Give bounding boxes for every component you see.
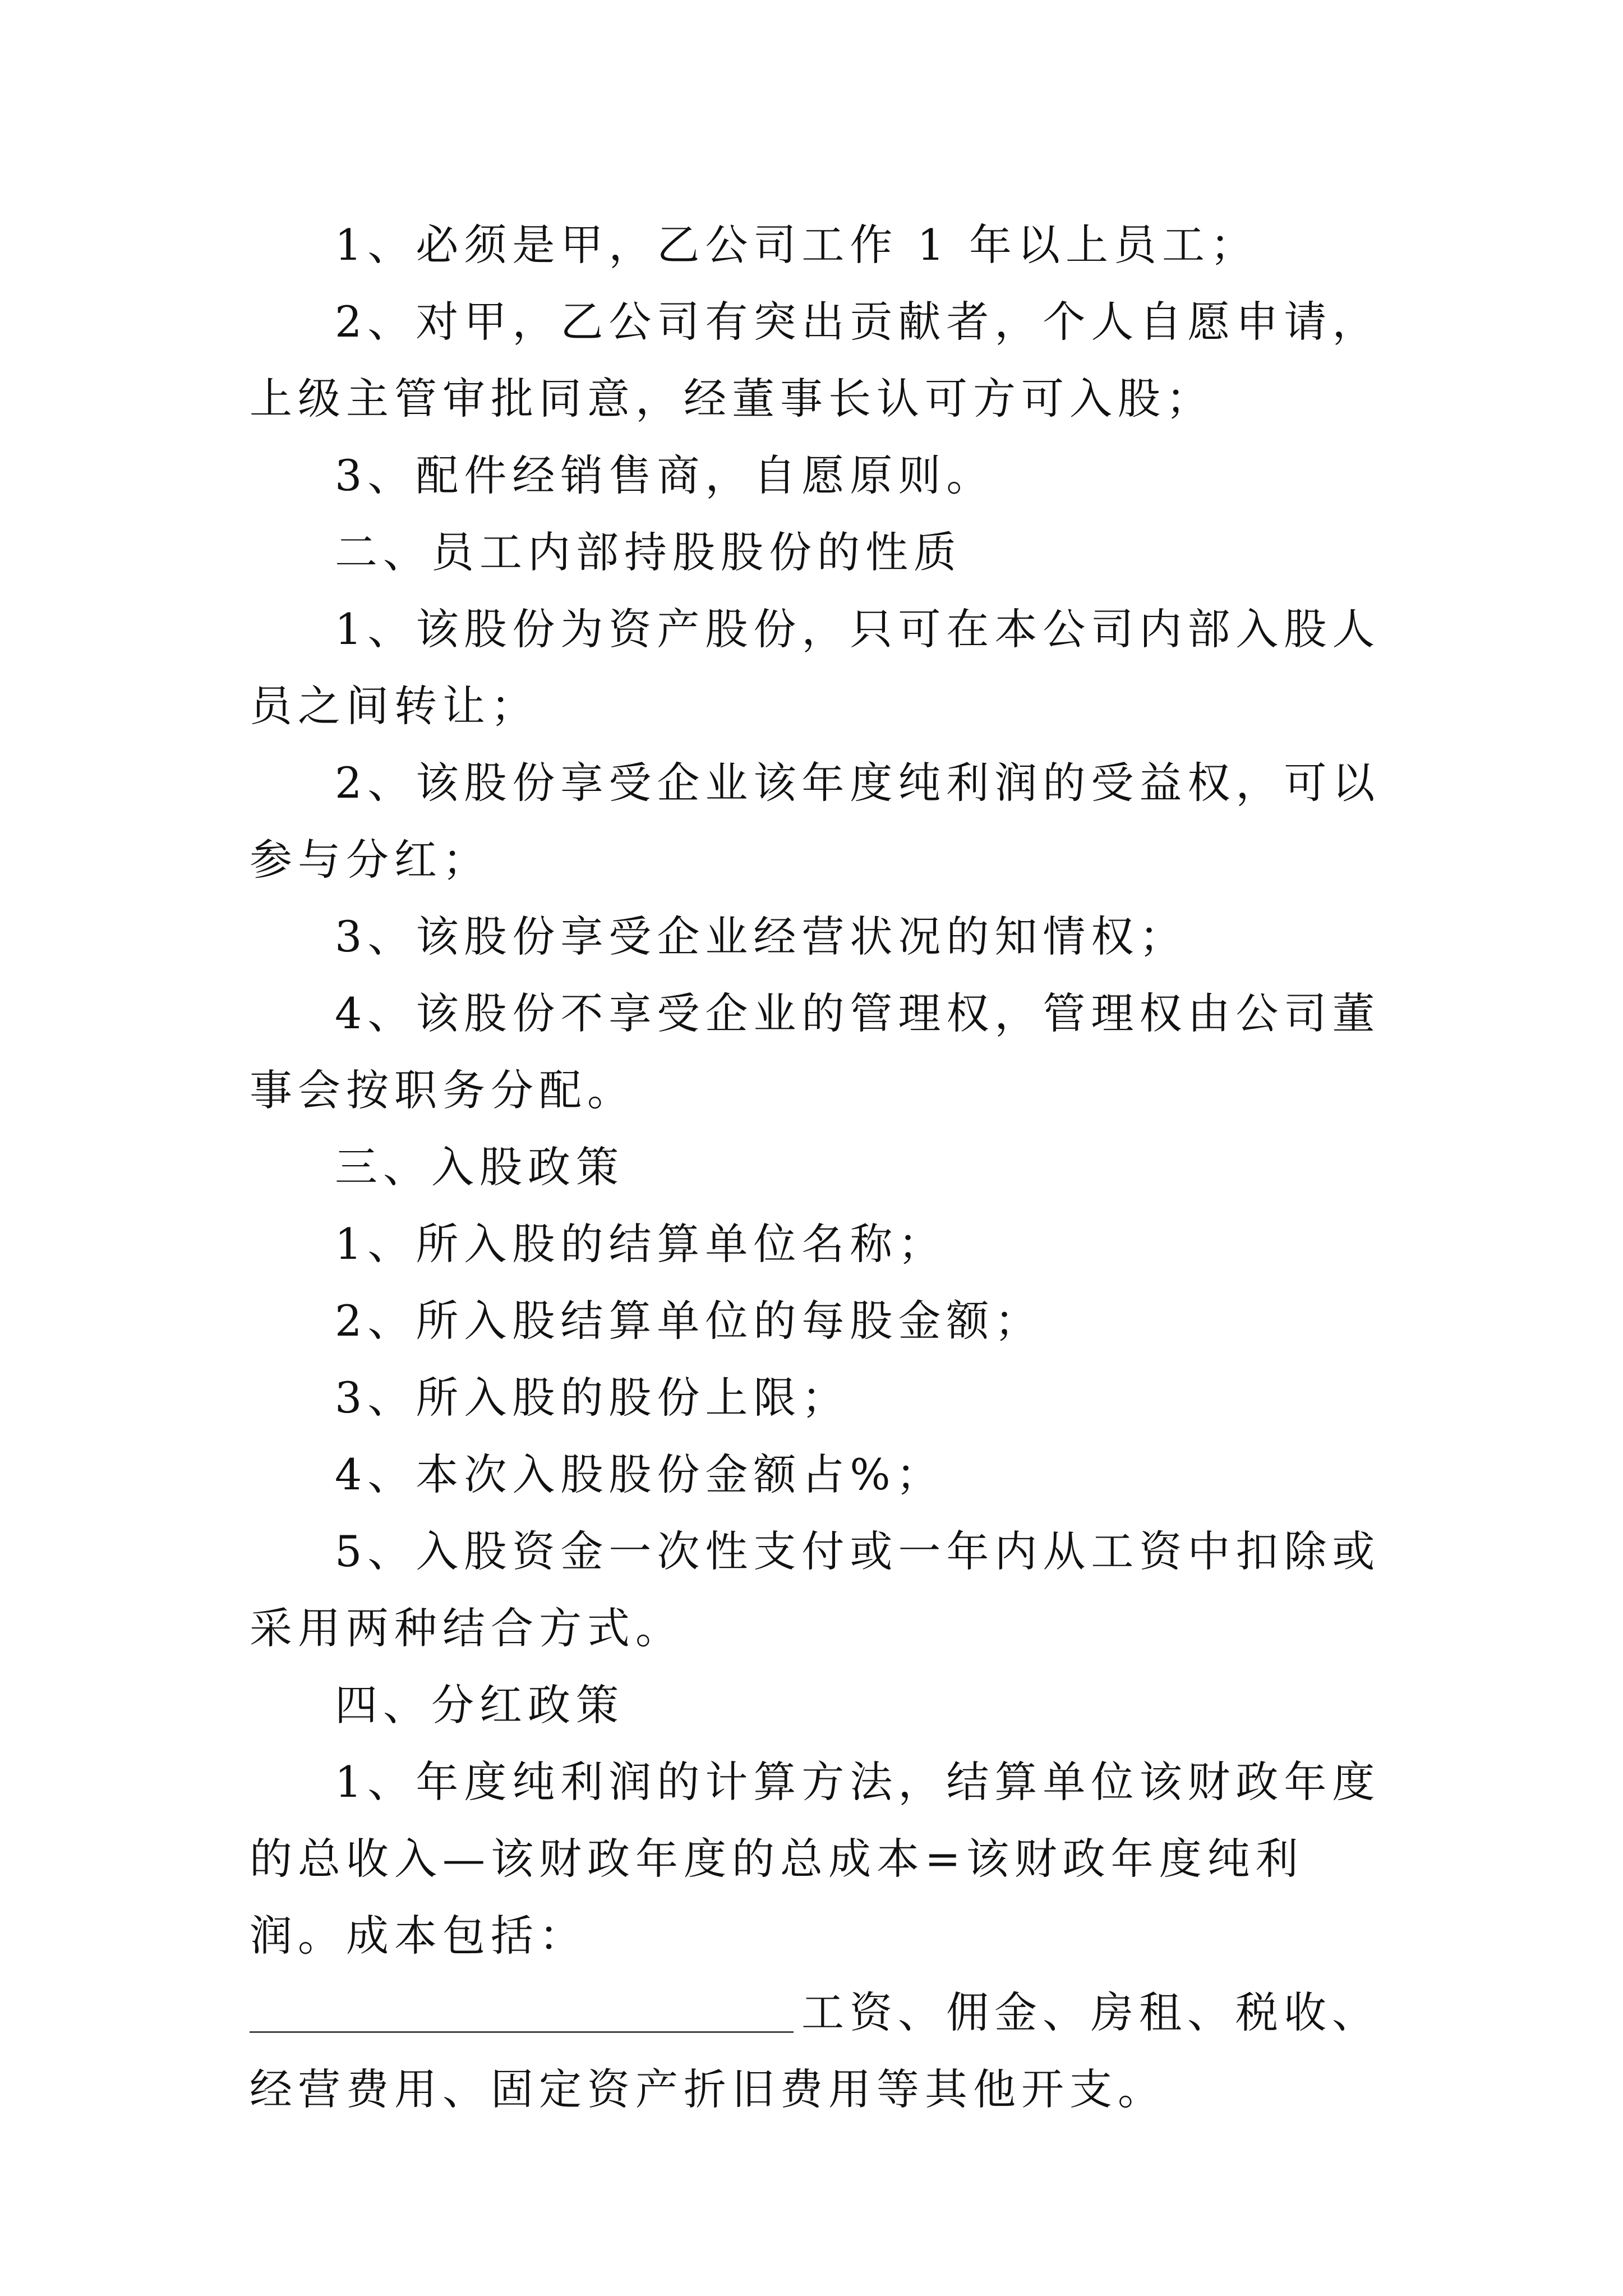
paragraph-12: 3、所入股的股份上限； (335, 1373, 850, 1423)
paragraph-7: 3、该股份享受企业经营状况的知情权； (335, 912, 1188, 961)
paragraph-8: 4、该股份不享受企业的管理权，管理权由公司董事会按职务分配。 (250, 988, 1381, 1115)
paragraph-11: 2、所入股结算单位的每股金额； (335, 1296, 1043, 1346)
paragraph-5: 1、该股份为资产股份，只可在本公司内部入股人员之间转让； (250, 604, 1381, 731)
section-heading-2: 二、员工内部持股股份的性质 (335, 527, 962, 577)
blank-fill-line (250, 2031, 794, 2033)
paragraph-3: 3、配件经销售商，自愿原则。 (335, 450, 995, 500)
paragraph-16: 1、年度纯利润的计算方法，结算单位该财政年度的总收入—该财政年度的总成本=该财政年度纯利润。成本包括： (250, 1757, 1381, 1961)
paragraph-13: 4、本次入股股份金额占%； (335, 1450, 944, 1499)
paragraph-final-text: 工资、佣金、房租、税收、经营费用、固定资产折旧费用等其他开支。 (250, 1987, 1380, 2114)
section-heading-3: 三、入股政策 (335, 1142, 624, 1192)
document-body (250, 206, 1399, 2128)
paragraph-1: 1、必须是甲，乙公司工作 1 年以上员工； (335, 220, 1259, 270)
paragraph-final (250, 1974, 1399, 2128)
paragraph-14: 5、入股资金一次性支付或一年内从工资中扣除或采用两种结合方式。 (250, 1526, 1381, 1653)
paragraph-6: 2、该股份享受企业该年度纯利润的受益权，可以参与分红； (250, 758, 1381, 885)
section-heading-4: 四、分红政策 (335, 1680, 624, 1730)
paragraph-2: 2、对甲，乙公司有突出贡献者，个人自愿申请，上级主管审批同意，经董事长认可方可入股； (250, 297, 1381, 424)
paragraph-10: 1、所入股的结算单位名称； (335, 1219, 947, 1269)
